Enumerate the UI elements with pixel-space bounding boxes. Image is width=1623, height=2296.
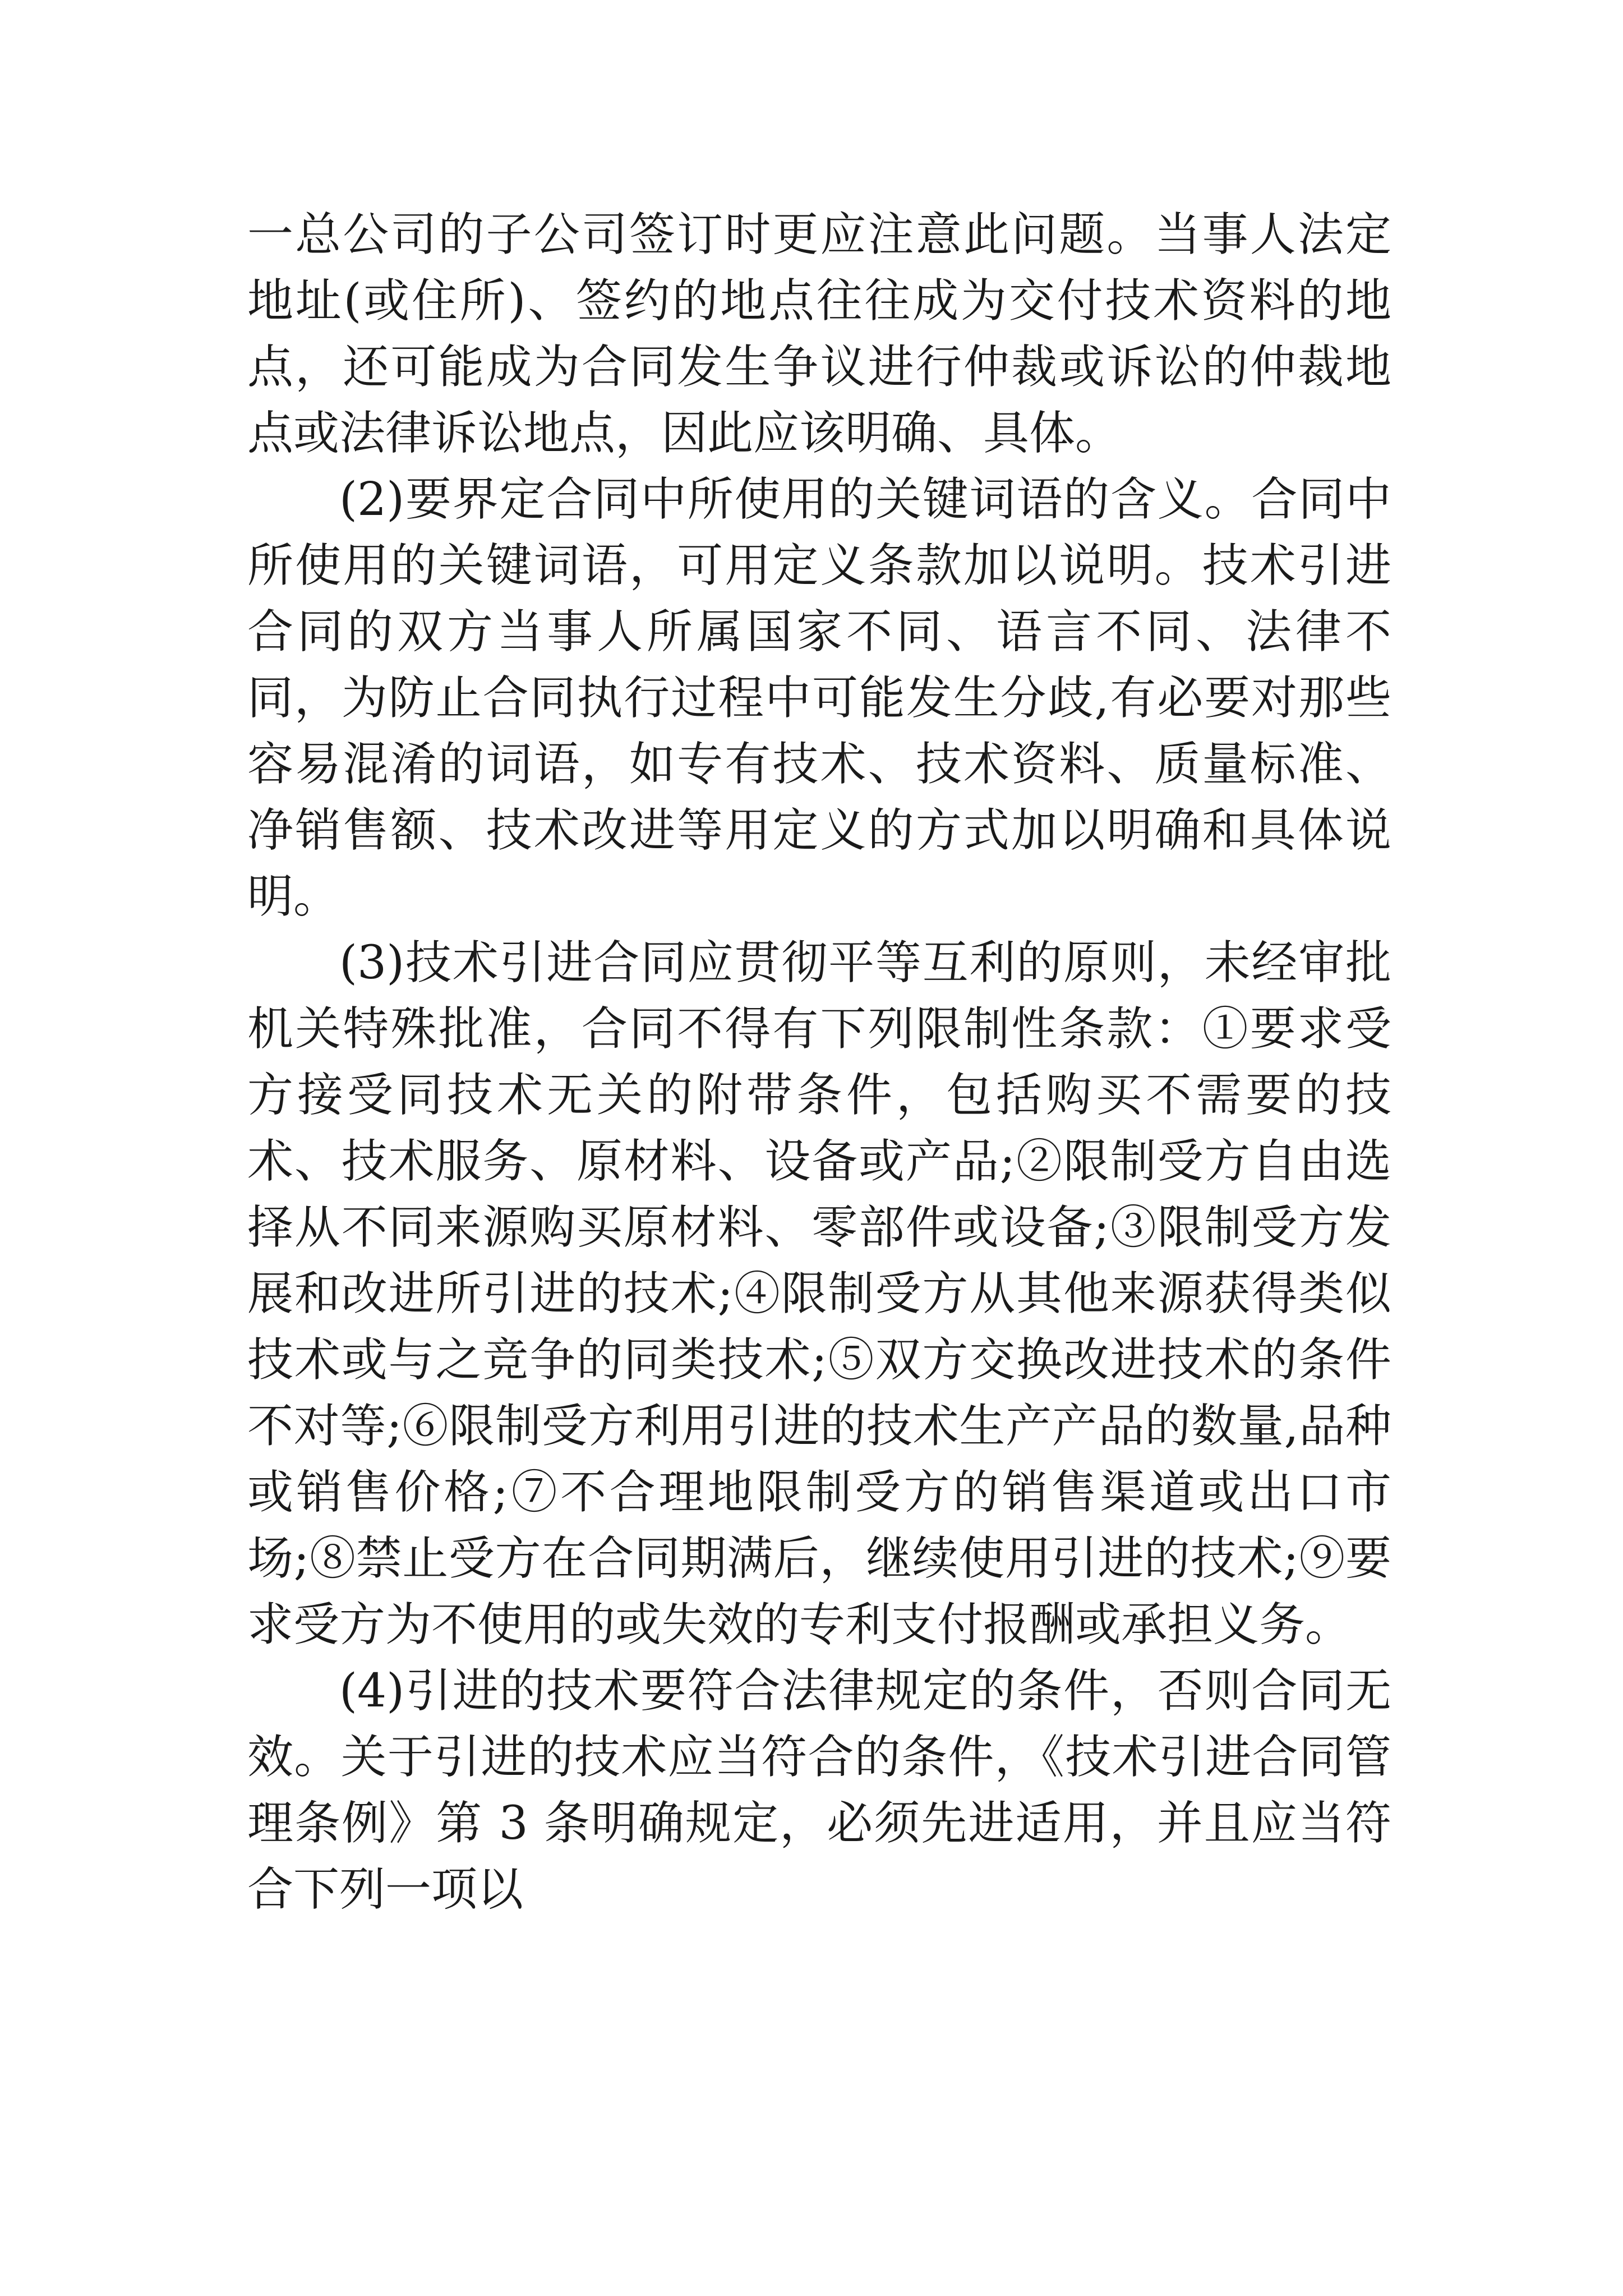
document-body xyxy=(247,202,1391,1923)
paragraph-key-terms: (2)要界定合同中所使用的关键词语的含义。合同中所使用的关键词语，可用定义条款加以说明。技术引进合同的双方当事人所属国家不同、语言不同、法律不同，为防止合同执行过程中可能发生分歧,有必要对那些容易混淆的词语，如专有技术、技术资料、质量标准、净销售额、技术改进等用定义的方式加以明确和具体说明。 xyxy=(247,473,1391,923)
paragraph-address-clause: 一总公司的子公司签订时更应注意此问题。当事人法定地址(或住所)、签约的地点往往成为交付技术资料的地点，还可能成为合同发生争议进行仲裁或诉讼的仲裁地点或法律诉讼地点，因此应该明确、具体。 xyxy=(247,208,1391,460)
paragraph-restrictive-clauses: (3)技术引进合同应贯彻平等互利的原则，未经审批机关特殊批准，合同不得有下列限制性条款：①要求受方接受同技术无关的附带条件，包括购买不需要的技术、技术服务、原材料、设备或产品;②限制受方自由选择从不同来源购买原材料、零部件或设备;③限制受方发展和改进所引进的技术;④限制受方从其他来源获得类似技术或与之竞争的同类技术;⑤双方交换改进技术的条件不对等;⑥限制受方利用引进的技术生产产品的数量,品种或销售价格;⑦不合理地限制受方的销售渠道或出口市场;⑧禁止受方在合同期满后，继续使用引进的技术;⑨要求受方为不使用的或失效的专利支付报酬或承担义务。 xyxy=(247,936,1391,1651)
paragraph-legal-conditions: (4)引进的技术要符合法律规定的条件，否则合同无效。关于引进的技术应当符合的条件，《技术引进合同管理条例》第 3 条明确规定，必须先进适用，并且应当符合下列一项以 xyxy=(247,1664,1391,1916)
